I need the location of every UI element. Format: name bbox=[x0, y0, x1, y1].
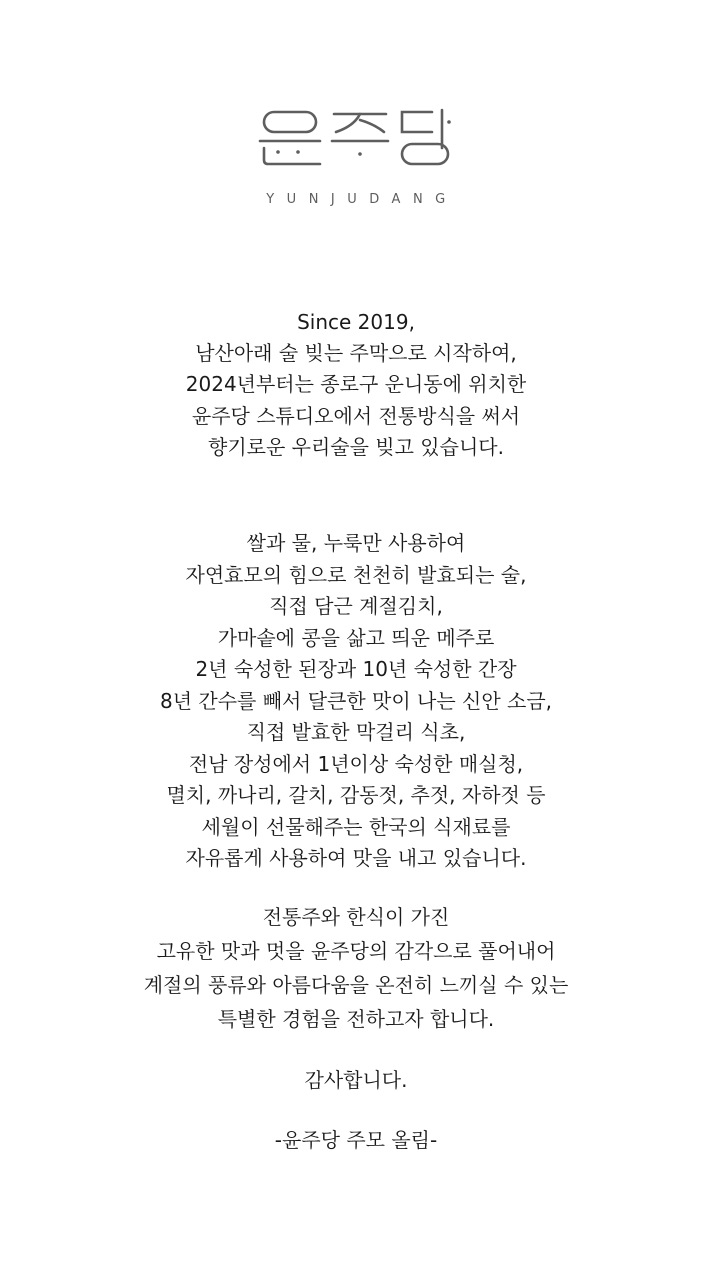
ingredients-line: 세월이 선물해주는 한국의 식재료를 bbox=[201, 814, 511, 839]
mission-line: 전통주와 한식이 가진 bbox=[262, 905, 450, 929]
ingredients-line: 멸치, 까나리, 갈치, 감동젓, 추젓, 자하젓 등 bbox=[166, 783, 546, 807]
thanks-line: 감사합니다. bbox=[304, 1068, 408, 1092]
intro-line: Since 2019, bbox=[297, 310, 415, 334]
intro-paragraph bbox=[0, 307, 712, 463]
mission-line: 계절의 풍류와 아름다움을 온전히 느끼실 수 있는 bbox=[143, 973, 569, 997]
ingredients-line: 전남 장성에서 1년이상 숙성한 매실청, bbox=[188, 751, 524, 776]
signature-text bbox=[0, 1124, 712, 1156]
intro-line: 2024년부터는 종로구 운니동에 위치한 bbox=[185, 372, 527, 397]
ingredients-line: 직접 담근 계절김치, bbox=[269, 594, 443, 618]
mission-line: 고유한 맛과 멋을 윤주당의 감각으로 풀어내어 bbox=[156, 939, 556, 963]
ingredients-line: 8년 간수를 빼서 달큰한 맛이 나는 신안 소금, bbox=[159, 688, 553, 713]
ingredients-line: 가마솥에 콩을 삶고 띄운 메주로 bbox=[217, 625, 495, 650]
signature-line: -윤주당 주모 올림- bbox=[274, 1128, 438, 1152]
ingredients-line: 자연효모의 힘으로 천천히 발효되는 술, bbox=[185, 562, 527, 587]
thanks-text bbox=[0, 1064, 712, 1096]
mission-line: 특별한 경험을 전하고자 합니다. bbox=[217, 1007, 495, 1031]
ingredients-paragraph bbox=[0, 528, 712, 875]
intro-line: 남산아래 술 빚는 주막으로 시작하여, bbox=[195, 341, 517, 366]
brand-logo bbox=[0, 108, 712, 180]
ingredients-line: 자유롭게 사용하여 맛을 내고 있습니다. bbox=[185, 846, 527, 870]
ingredients-line: 직접 발효한 막걸리 식초, bbox=[246, 720, 466, 744]
intro-line: 윤주당 스튜디오에서 전통방식을 써서 bbox=[191, 403, 521, 428]
mission-paragraph bbox=[0, 900, 712, 1036]
intro-line: 향기로운 우리술을 빚고 있습니다. bbox=[208, 434, 504, 459]
ingredients-line: 쌀과 물, 누룩만 사용하여 bbox=[246, 531, 466, 555]
ingredients-line: 2년 숙성한 된장과 10년 숙성한 간장 bbox=[195, 657, 517, 681]
brand-wordmark: YUNJUDANG bbox=[266, 192, 458, 207]
yunjudang-logo-icon bbox=[256, 108, 456, 180]
